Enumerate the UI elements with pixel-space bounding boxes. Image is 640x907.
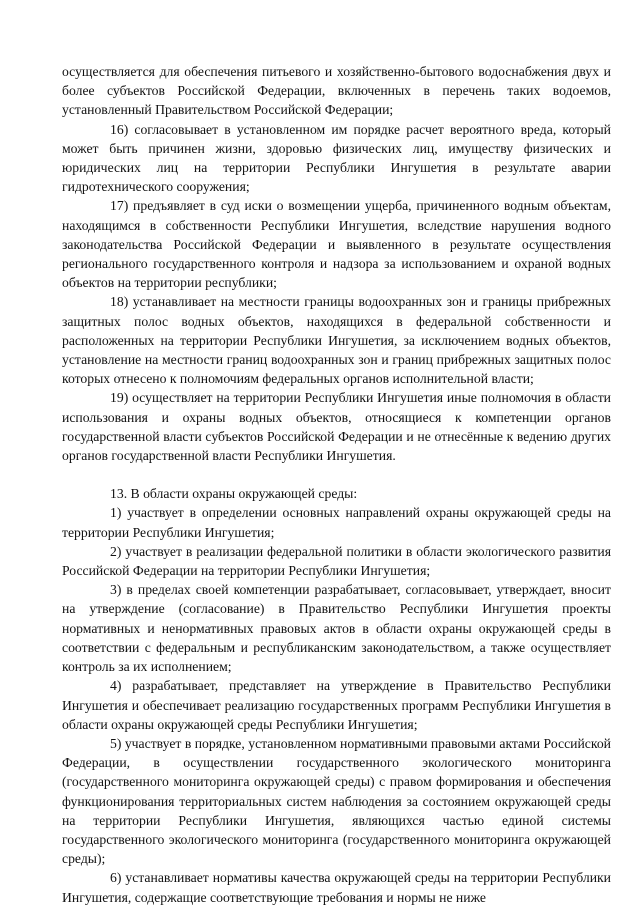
paragraph-16-damage-assessment: 16) согласовывает в установленном им порядке расчет вероятного вреда, который может быть причинен жизни, здоровью физических лиц, имуществу физических и юридических лиц на территории Республики Ингушетия в результате аварии гидротехнического сооружения; bbox=[62, 121, 611, 195]
paragraph-2-federal-policy: 2) участвует в реализации федеральной политики в области экологического развития Российской Федерации на территории Республики Ингушетия; bbox=[62, 543, 611, 579]
paragraph-6-quality-norms: 6) устанавливает нормативы качества окружающей среды на территории Республики Ингушетия, содержащие соответствующие требования и нормы не ниже bbox=[62, 870, 611, 905]
paragraph-water-supply-continued: осуществляется для обеспечения питьевого и хозяйственно-бытового водоснабжения двух и более субъектов Российской Федерации, включенных в перечень таких водоемов, установленный Правительством Российской Федерации; bbox=[62, 64, 611, 118]
paragraph-17-lawsuits: 17) предъявляет в суд иски о возмещении ущерба, причиненного водным объектам, находящимся в собственности Республики Ингушетия, вследствие нарушения водного законодательства Российской Федерации и выявленного в результате осуществления регионального государственного контроля и надзора за использованием и охраной водных объектов на территории республики; bbox=[62, 198, 611, 291]
paragraph-19-other-powers: 19) осуществляет на территории Республики Ингушетия иные полномочия в области использования и охраны водных объектов, относящиеся к компетенции органов государственной власти субъектов Российской Федерации и не отнесённые к ведению других органов государственной власти Республики Ингушетия. bbox=[62, 390, 611, 464]
paragraph-18-protection-zones: 18) устанавливает на местности границы водоохранных зон и границы прибрежных защитных полос водных объектов, находящихся в федеральной собственности и расположенных на территории Республики Ингушетия, за исключением водных объектов, установление на местности границ водоохранных зон и границ прибрежных защитных полос которых отнесено к полномочиям федеральных органов исполнительной власти; bbox=[62, 294, 611, 387]
paragraph-1-directions: 1) участвует в определении основных направлений охраны окружающей среды на территории Республики Ингушетия; bbox=[62, 505, 611, 540]
paragraph-5-monitoring: 5) участвует в порядке, установленном нормативными правовыми актами Российской Федерации, в осуществлении государственного экологического мониторинга (государственного мониторинга окружающей среды) с правом формирования и обеспечения функционирования территориальных систем наблюдения за состоянием окружающей среды на территории Республики Ингушетия, являющихся частью единой системы государственного экологического мониторинга (государственного мониторинга окружающей среды); bbox=[62, 735, 611, 867]
section-13-heading: 13. В области охраны окружающей среды: bbox=[110, 486, 358, 502]
paragraph-4-state-programs: 4) разрабатывает, представляет на утверждение в Правительство Республики Ингушетия и обеспечивает реализацию государственных программ Республики Ингушетия в области охраны окружающей среды Республики Ингушетия; bbox=[62, 678, 611, 732]
paragraph-3-legal-acts: 3) в пределах своей компетенции разрабатывает, согласовывает, утверждает, вносит на утверждение (согласование) в Правительство Республики Ингушетия проекты нормативных и ненормативных правовых актов в области охраны окружающей среды в соответствии с федеральным и республиканским законодательством, а также осуществляет контроль за их исполнением; bbox=[62, 582, 611, 675]
